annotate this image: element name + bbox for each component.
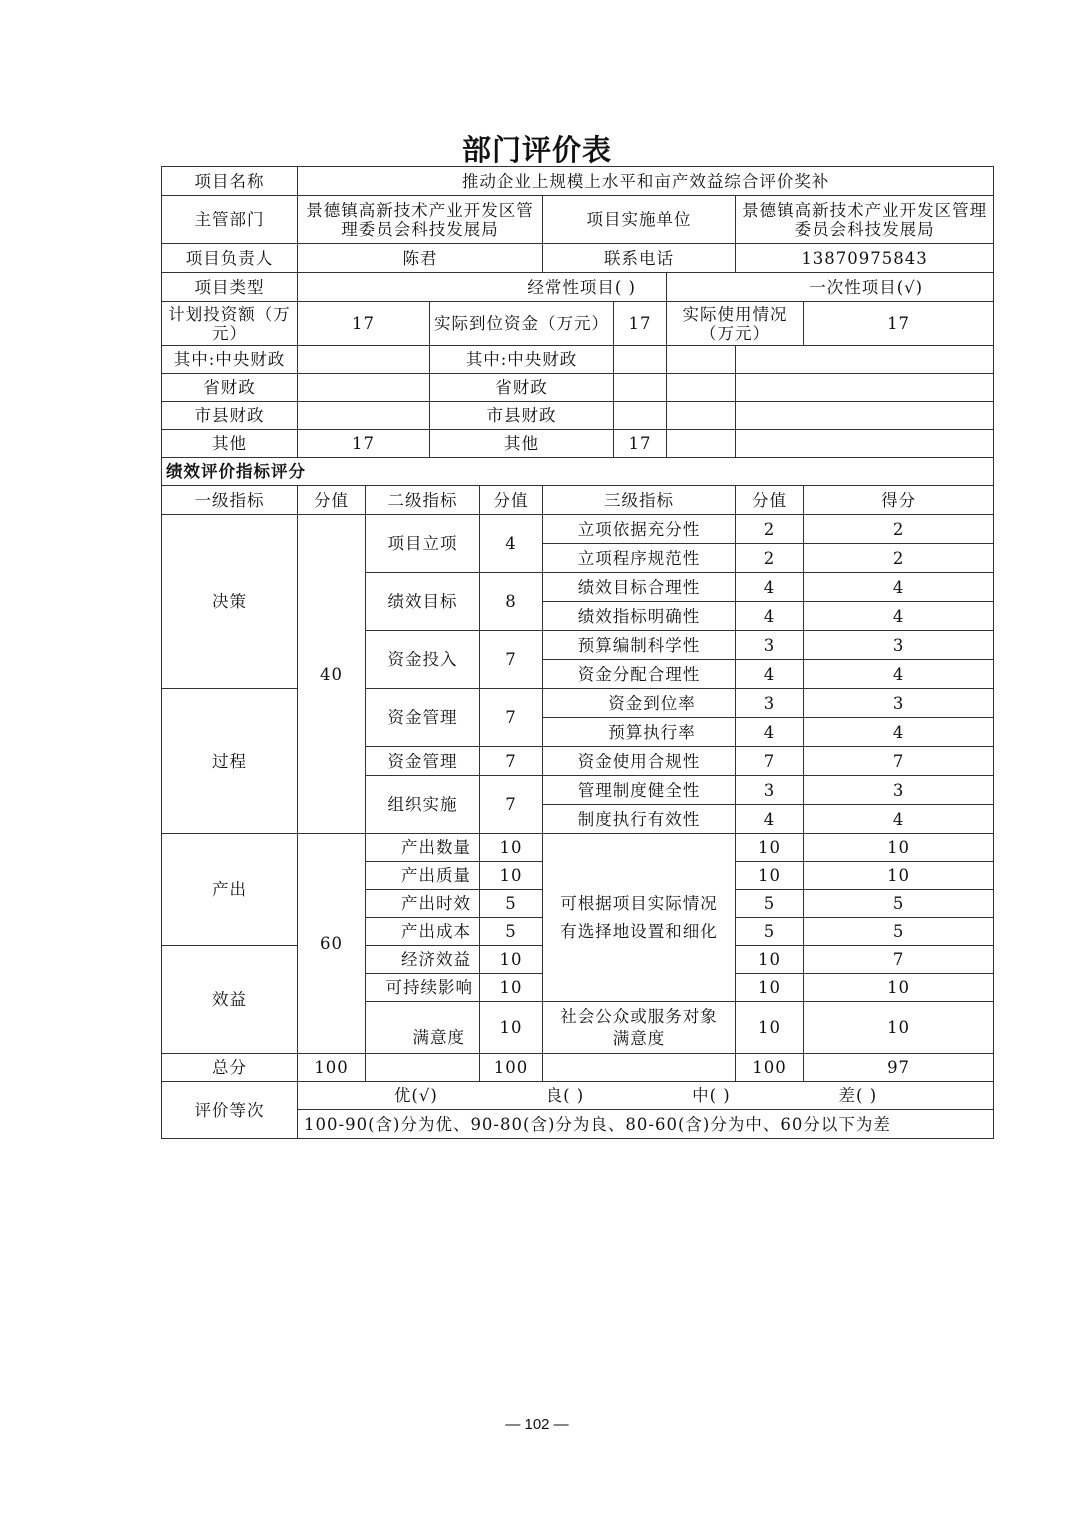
type-row — [162, 273, 994, 302]
project-name-value: 推动企业上规模上水平和亩产效益综合评价奖补 — [298, 167, 994, 196]
level3-cell: 资金分配合理性 — [543, 660, 736, 689]
result-score: 4 — [804, 602, 994, 631]
used-value: 17 — [804, 302, 994, 346]
total-row — [162, 1054, 994, 1082]
level3-cell: 管理制度健全性 — [543, 776, 736, 805]
result-score: 5 — [804, 918, 994, 946]
result-score: 3 — [804, 776, 994, 805]
result-score: 2 — [804, 544, 994, 573]
level3-cell: 立项依据充分性 — [543, 515, 736, 544]
level3-score: 3 — [736, 776, 804, 805]
level2-cell: 经济效益 — [366, 946, 480, 974]
header-result: 得分 — [804, 486, 994, 515]
header-level3: 三级指标 — [543, 486, 736, 515]
level2-cell: 资金管理 — [366, 689, 480, 747]
dept-value: 景德镇高新技术产业开发区管理委员会科技发展局 — [298, 196, 543, 244]
level3-cell: 绩效目标合理性 — [543, 573, 736, 602]
impl-unit-label: 项目实施单位 — [543, 196, 736, 244]
total-result: 97 — [804, 1054, 994, 1082]
level3-score: 4 — [736, 573, 804, 602]
result-score: 4 — [804, 718, 994, 747]
level2-cell: 产出时效 — [366, 890, 480, 918]
rating-row — [162, 1082, 994, 1110]
table-row — [162, 515, 994, 544]
page-title: 部门评价表 — [461, 133, 612, 167]
rating-rule: 100-90(含)分为优、90-80(含)分为良、80-60(含)分为中、60分以下为差 — [298, 1110, 994, 1139]
level2-score: 7 — [480, 776, 543, 834]
other-label-2: 其他 — [430, 430, 614, 458]
level2-score: 10 — [480, 974, 543, 1002]
dept-label: 主管部门 — [162, 196, 298, 244]
level3-cell: 预算编制科学性 — [543, 631, 736, 660]
total-score2: 100 — [480, 1054, 543, 1082]
level3-score: 10 — [736, 1002, 804, 1054]
group-decision: 决策 — [162, 515, 298, 689]
level2-cell: 可持续影响 — [366, 974, 480, 1002]
level2-cell: 产出成本 — [366, 918, 480, 946]
level3-score: 3 — [736, 631, 804, 660]
other-label: 其他 — [162, 430, 298, 458]
level3-score: 7 — [736, 747, 804, 776]
level3-cell: 立项程序规范性 — [543, 544, 736, 573]
level2-cell: 资金管理 — [366, 747, 480, 776]
result-score: 10 — [804, 834, 994, 862]
level3-cell: 绩效指标明确性 — [543, 602, 736, 631]
result-score: 7 — [804, 946, 994, 974]
actual-value: 17 — [614, 302, 667, 346]
type-regular: 经常性项目( ) — [298, 273, 667, 302]
city-fund-row — [162, 402, 994, 430]
level3-cell: 社会公众或服务对象满意度 — [543, 1002, 736, 1054]
level2-cell: 绩效目标 — [366, 573, 480, 631]
level3-cell: 预算执行率 — [543, 718, 736, 747]
header-row — [162, 486, 994, 515]
result-score: 10 — [804, 1002, 994, 1054]
section-row — [162, 458, 994, 486]
header-level2: 二级指标 — [366, 486, 480, 515]
level3-score: 10 — [736, 946, 804, 974]
total-score3: 100 — [736, 1054, 804, 1082]
rating-medium: 中( ) — [692, 1086, 731, 1105]
level2-cell: 满意度 — [366, 1002, 480, 1054]
planned-value: 17 — [298, 302, 430, 346]
group-benefit: 效益 — [162, 946, 298, 1054]
project-name-row — [162, 167, 994, 196]
result-score: 3 — [804, 631, 994, 660]
provincial-label: 省财政 — [162, 374, 298, 402]
level3-score: 5 — [736, 890, 804, 918]
level3-score: 4 — [736, 660, 804, 689]
header-score1: 分值 — [298, 486, 366, 515]
page-number: — 102 — — [505, 1416, 569, 1433]
rating-options — [300, 1086, 991, 1105]
level3-cell: 资金使用合规性 — [543, 747, 736, 776]
level3-score: 5 — [736, 918, 804, 946]
level2-cell: 资金投入 — [366, 631, 480, 689]
evaluation-table — [161, 166, 994, 1139]
header-score3: 分值 — [736, 486, 804, 515]
level3-score: 4 — [736, 602, 804, 631]
result-score: 10 — [804, 974, 994, 1002]
level2-score: 7 — [480, 747, 543, 776]
central-label-2: 其中:中央财政 — [430, 346, 614, 374]
other-actual: 17 — [614, 430, 667, 458]
other-fund-row — [162, 430, 994, 458]
central-fund-row — [162, 346, 994, 374]
header-score2: 分值 — [480, 486, 543, 515]
level2-score: 10 — [480, 1002, 543, 1054]
level3-score: 4 — [736, 718, 804, 747]
result-score: 4 — [804, 660, 994, 689]
rating-good: 良( ) — [545, 1086, 585, 1105]
project-name-label: 项目名称 — [162, 167, 298, 196]
result-score: 5 — [804, 890, 994, 918]
level2-score: 5 — [480, 918, 543, 946]
city-label-2: 市县财政 — [430, 402, 614, 430]
result-score: 10 — [804, 862, 994, 890]
result-score: 2 — [804, 515, 994, 544]
level2-score: 5 — [480, 890, 543, 918]
rating-label: 评价等次 — [162, 1082, 298, 1139]
leader-row — [162, 244, 994, 273]
table-row — [162, 689, 994, 718]
actual-label: 实际到位资金（万元） — [430, 302, 614, 346]
group-score-60: 60 — [298, 834, 366, 1054]
header-level1: 一级指标 — [162, 486, 298, 515]
provincial-label-2: 省财政 — [430, 374, 614, 402]
total-score1: 100 — [298, 1054, 366, 1082]
result-score: 3 — [804, 689, 994, 718]
level3-score: 2 — [736, 515, 804, 544]
level2-cell: 项目立项 — [366, 515, 480, 573]
group-score-40: 40 — [298, 515, 366, 834]
rating-excellent: 优(√) — [393, 1086, 438, 1105]
leader-label: 项目负责人 — [162, 244, 298, 273]
group-output: 产出 — [162, 834, 298, 946]
used-label: 实际使用情况 （万元） — [667, 302, 804, 346]
department-row — [162, 196, 994, 244]
total-label: 总分 — [162, 1054, 298, 1082]
level2-score: 10 — [480, 946, 543, 974]
level3-score: 10 — [736, 974, 804, 1002]
level3-score: 10 — [736, 862, 804, 890]
level3-score: 10 — [736, 834, 804, 862]
other-planned: 17 — [298, 430, 430, 458]
level2-cell: 产出质量 — [366, 862, 480, 890]
level2-score: 4 — [480, 515, 543, 573]
funds-row — [162, 302, 994, 346]
result-score: 4 — [804, 573, 994, 602]
output-note: 可根据项目实际情况有选择地设置和细化 — [543, 834, 736, 1002]
type-label: 项目类型 — [162, 273, 298, 302]
result-score: 7 — [804, 747, 994, 776]
phone-value: 13870975843 — [736, 244, 994, 273]
level2-cell: 产出数量 — [366, 834, 480, 862]
level2-score: 8 — [480, 573, 543, 631]
group-process: 过程 — [162, 689, 298, 834]
section-label: 绩效评价指标评分 — [162, 458, 994, 486]
level3-cell: 制度执行有效性 — [543, 805, 736, 834]
table-row — [162, 834, 994, 862]
leader-value: 陈君 — [298, 244, 543, 273]
central-label: 其中:中央财政 — [162, 346, 298, 374]
type-onetime: 一次性项目(√) — [667, 273, 994, 302]
rating-poor: 差( ) — [838, 1086, 878, 1105]
provincial-fund-row — [162, 374, 994, 402]
level2-cell: 组织实施 — [366, 776, 480, 834]
result-score: 4 — [804, 805, 994, 834]
level2-score: 7 — [480, 631, 543, 689]
level2-score: 10 — [480, 834, 543, 862]
level3-score: 4 — [736, 805, 804, 834]
planned-label: 计划投资额（万元） — [162, 302, 298, 346]
impl-unit-value: 景德镇高新技术产业开发区管理委员会科技发展局 — [736, 196, 994, 244]
city-label: 市县财政 — [162, 402, 298, 430]
level3-score: 3 — [736, 689, 804, 718]
phone-label: 联系电话 — [543, 244, 736, 273]
level3-score: 2 — [736, 544, 804, 573]
level3-cell: 资金到位率 — [543, 689, 736, 718]
level2-score: 10 — [480, 862, 543, 890]
level2-score: 7 — [480, 689, 543, 747]
